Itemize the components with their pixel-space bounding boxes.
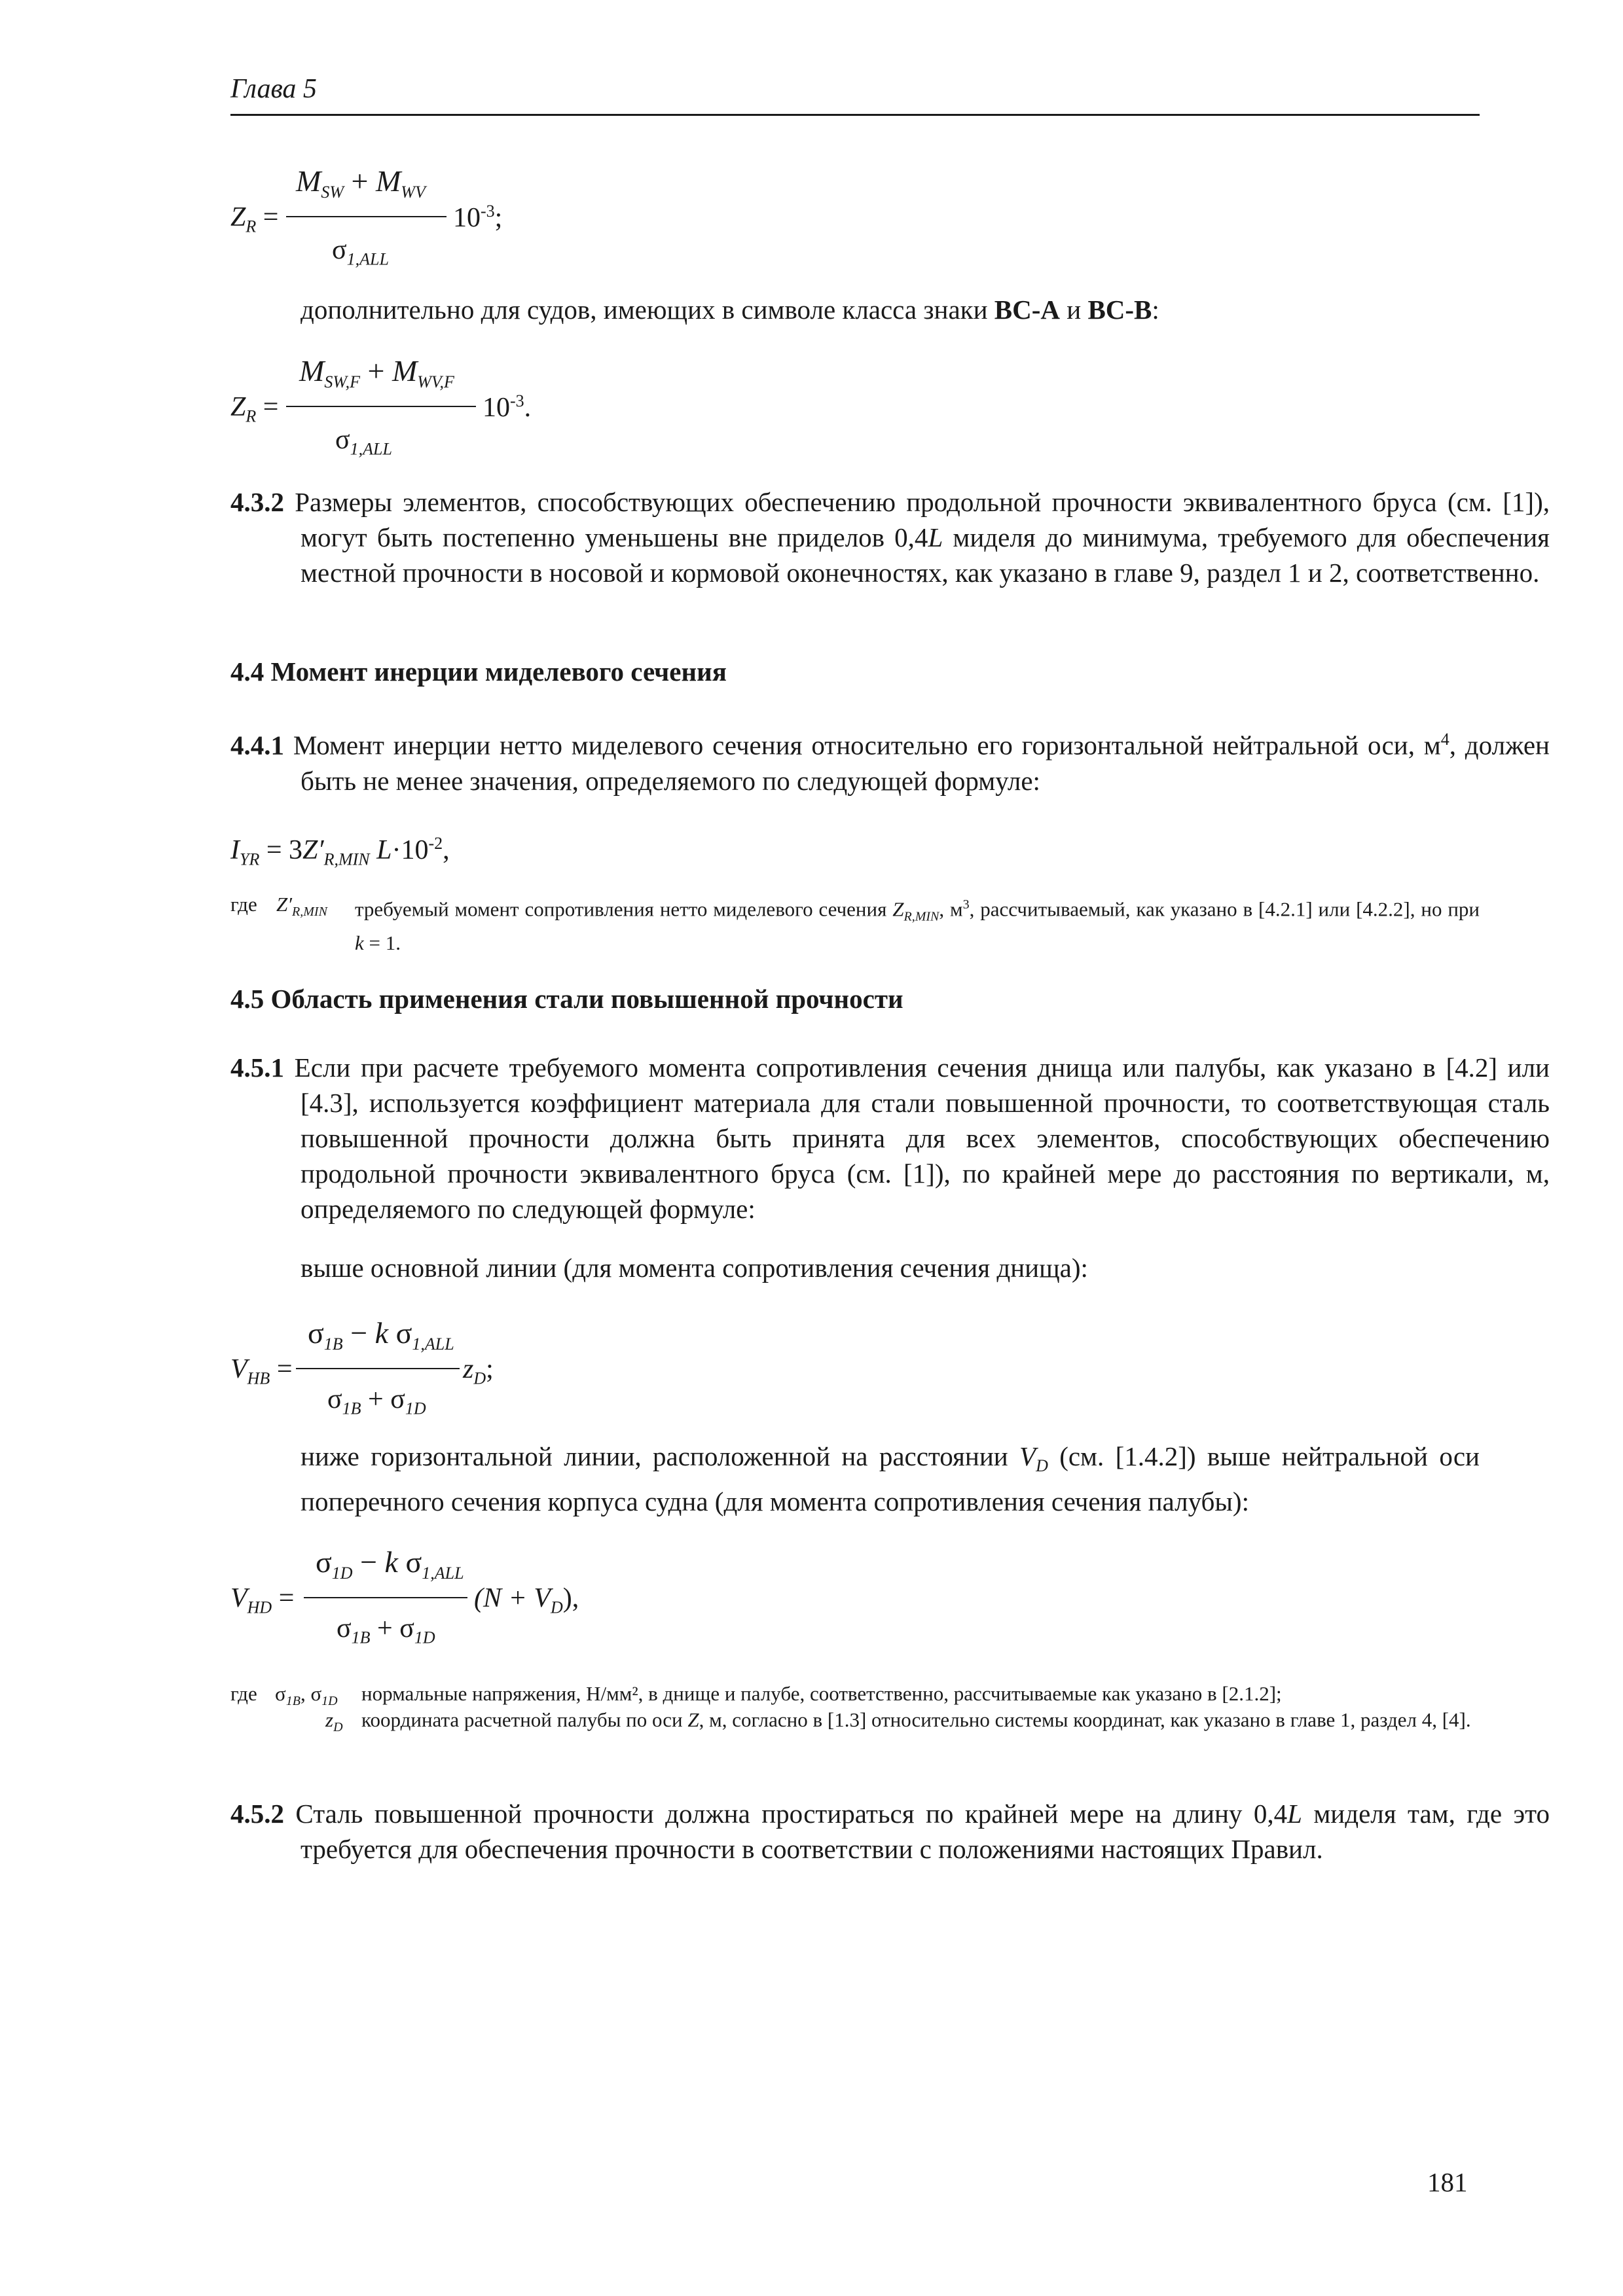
formula-lhs: $Z_R$ = xyxy=(230,392,279,426)
fraction-bar xyxy=(304,1597,467,1598)
fraction-bar xyxy=(286,216,447,217)
where-label: где xyxy=(230,893,257,916)
paragraph-4-5-1: 4.5.1 Если при расчете требуемого момента сопротивления сечения днища или палубы, как указано в [4.2] или [4.3], используется коэффициент материала для стали повышенной прочности, то соответствующая сталь повышенной прочности должна быть принята для всех элементов, способствующих обеспечению продольной прочности эквивалентного бруса (см. [1]), по крайней мере до расстояния по вертикали, м, определяемого по следующей формуле: xyxy=(230,1052,1550,1224)
formula-denominator: $\sigma_{1B} + \sigma_{1D}$ xyxy=(337,1613,435,1647)
bc-intro-text: дополнительно для судов, имеющих в символе класса знаки BC-A и BC-B: xyxy=(301,295,1159,325)
section-heading-4-4: 4.4 Момент инерции миделевого сечения xyxy=(230,656,727,687)
definition-symbol: $z_D$ xyxy=(325,1708,343,1735)
formula-factor: $10^{-3}$. xyxy=(483,391,532,423)
definition-list-1 xyxy=(230,891,1480,954)
paragraph-4-4-1: 4.4.1 Момент инерции нетто миделевого сечения относительно его горизонтальной нейтральной оси, $м^4$, должен быть не менее значения, определяемого по следующей формуле: xyxy=(230,730,1550,796)
formula-numerator: $\sigma_{1B} - k$ $\sigma_{1,ALL}$ xyxy=(308,1316,454,1354)
formula-numerator: $\sigma_{1D} - k$ $\sigma_{1,ALL}$ xyxy=(316,1545,464,1583)
formula-denominator: $\sigma_{1B} + \sigma_{1D}$ xyxy=(327,1384,426,1418)
definition-symbol: $Z'_{R,MIN}$ xyxy=(276,893,327,920)
fraction-bar xyxy=(296,1368,460,1369)
header-rule xyxy=(230,114,1480,116)
where-label: где xyxy=(230,1682,257,1705)
formula-lhs: $V_{HD}$ = xyxy=(230,1583,295,1617)
definition-text: требуемый момент сопротивления нетто миделевого сечения $Z_{R,MIN}$, $м^3$, рассчитываемый, как указано в [4.2.1] или [4.2.2], но при k = 1. xyxy=(355,897,1480,954)
above-baseline-text: выше основной линии (для момента сопротивления сечения днища): xyxy=(301,1253,1088,1283)
section-heading-4-5: 4.5 Область применения стали повышенной прочности xyxy=(230,984,903,1014)
page-number: 181 xyxy=(1427,2167,1468,2197)
definition-symbol: $\sigma_{1B}$, $\sigma_{1D}$ xyxy=(275,1682,338,1709)
formula-numerator: $M_{SW,F} + M_{WV,F}$ xyxy=(299,354,454,392)
chapter-header: Глава 5 xyxy=(230,74,317,104)
definition-list-2 xyxy=(230,1681,1480,1772)
formula-numerator: $M_{SW} + M_{WV}$ xyxy=(296,164,426,202)
formula-factor: $z_D$; xyxy=(463,1354,494,1388)
formula-factor: $10^{-3}$; xyxy=(453,202,503,233)
fraction-bar xyxy=(286,406,476,407)
formula-denominator: $\sigma_{1,ALL}$ xyxy=(335,425,392,459)
below-line-text: ниже горизонтальной линии, расположенной на расстоянии $V_D$ (см. [1.4.2]) выше нейтральной оси поперечного сечения корпуса судна (для момента сопротивления сечения палубы): xyxy=(301,1441,1480,1517)
paragraph-4-5-2: 4.5.2 Сталь повышенной прочности должна простираться по крайней мере на длину 0,4L миделя там, где это требуется для обеспечения прочности в соответствии с положениями настоящих Правил. xyxy=(230,1799,1550,1864)
formula-lhs: $Z_R$ = xyxy=(230,202,279,236)
formula-lhs: $V_{HB}$ = xyxy=(230,1354,293,1388)
definition-text: координата расчетной палубы по оси Z, м, согласно в [1.3] относительно системы координат, как указано в главе 1, раздел 4, [4]. xyxy=(361,1708,1471,1731)
formula-iyr: $I_{YR} = 3Z'_{R,MIN}$ $L\cdot 10^{-2}$, xyxy=(230,834,450,869)
paragraph-4-3-2: 4.3.2 Размеры элементов, способствующих обеспечению продольной прочности эквивалентного бруса (см. [1]), могут быть постепенно уменьшены вне приделов 0,4L миделя до минимума, требуемого для обеспечения местной прочности в носовой и кормовой оконечностях, как указано в главе 9, раздел 1 и 2, соответственно. xyxy=(230,487,1550,588)
definition-text: нормальные напряжения, Н/мм², в днище и палубе, соответственно, рассчитываемые как указано в [2.1.2]; xyxy=(361,1682,1282,1705)
formula-denominator: $\sigma_{1,ALL}$ xyxy=(332,235,389,269)
formula-factor: $(N + V_D)$, xyxy=(474,1583,579,1617)
